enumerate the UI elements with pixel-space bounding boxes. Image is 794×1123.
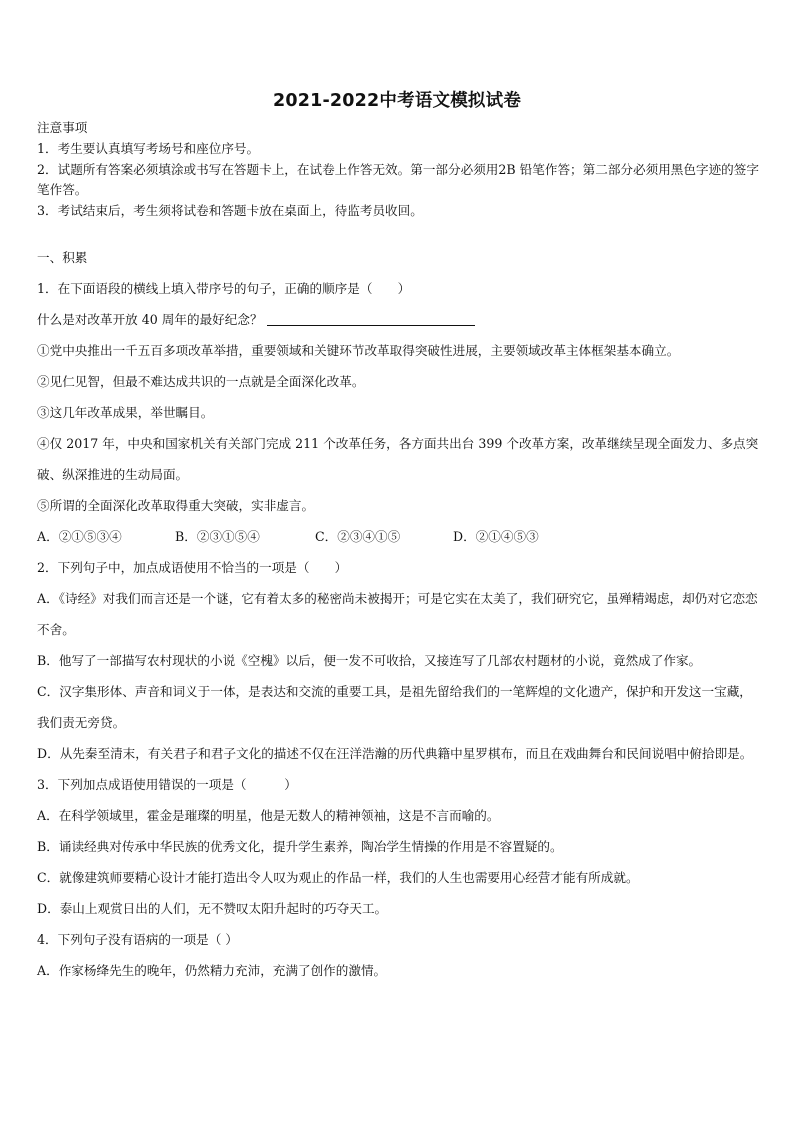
sentence-3: ③这几年改革成果，举世瞩目。 (37, 405, 214, 420)
sentence-4: ④仅 2017 年，中央和国家机关有关部门完成 211 个改革任务，各方面共出台 399 个改革方案，改革继续呈现全面发力、多点突破、纵深推进的生动局面。 (37, 436, 759, 482)
question-3-option-b: B．诵读经典对传承中华民族的优秀文化，提升学生素养，陶冶学生情操的作用是不容置疑的。 (37, 839, 563, 854)
question-2-stem: 2．下列句子中，加点成语使用不恰当的一项是（ ） (37, 560, 348, 575)
notice-block (37, 118, 761, 222)
question-4-option-a: A．作家杨绛先生的晚年，仍然精力充沛，充满了创作的激情。 (37, 963, 387, 978)
question-3-option-c: C．就像建筑师要精心设计才能打造出令人叹为观止的作品一样，我们的人生也需要用心经营才能有所成就。 (37, 870, 639, 885)
section-heading: 一、积累 (37, 250, 88, 265)
question-1-options (37, 521, 761, 552)
question-1-stem: 1．在下面语段的横线上填入带序号的句子，正确的顺序是（ ） (37, 281, 411, 296)
lead-text: 什么是对改革开放 40 周年的最好纪念？ (37, 312, 263, 327)
question-1-lead (37, 304, 761, 335)
option-a: A．②①⑤③④ (37, 529, 122, 544)
notice-item: 2．试题所有答案必须填涂或书写在答题卡上，在试卷上作答无效。第一部分必须用2B 铅笔作答；第二部分必须用黑色字迹的签字笔作答。 (37, 161, 759, 198)
sentence-1: ①党中央推出一千五百多项改革举措，重要领域和关键环节改革取得突破性进展，主要领域改革主体框架基本确立。 (37, 343, 680, 358)
question-3-stem: 3．下列加点成语使用错误的一项是（ ） (37, 777, 297, 792)
question-2-option-a: A．《诗经》对我们而言还是一个谜，它有着太多的秘密尚未被揭开；可是它实在太美了，我们研究它，虽殚精竭虑，却仍对它恋恋不舍。 (37, 591, 758, 637)
option-c: C．②③④①⑤ (315, 529, 401, 544)
notice-item: 3．考试结束后，考生须将试卷和答题卡放在桌面上，待监考员收回。 (37, 203, 423, 219)
question-4-stem: 4．下列句子没有语病的一项是（ ） (37, 932, 238, 947)
exam-title: 2021-2022中考语文模拟试卷 (272, 91, 522, 111)
questions (37, 242, 761, 986)
notice-heading: 注意事项 (37, 120, 88, 135)
notice-item: 1．考生要认真填写考场号和座位序号。 (37, 140, 260, 156)
sentence-2: ②见仁见智，但最不难达成共识的一点就是全面深化改革。 (37, 374, 365, 389)
question-2-option-c: C．汉字集形体、声音和词义于一体，是表达和交流的重要工具，是祖先留给我们的一笔辉煌的文化遗产，保护和开发这一宝藏，我们责无旁贷。 (37, 684, 752, 730)
answer-blank (267, 311, 475, 326)
option-d: D．②①④⑤③ (453, 529, 539, 544)
sentence-5: ⑤所谓的全面深化改革取得重大突破，实非虚言。 (37, 498, 315, 513)
question-3-option-d: D．泰山上观赏日出的人们，无不赞叹太阳升起时的巧夺天工。 (37, 901, 388, 916)
question-3-option-a: A．在科学领域里，霍金是璀璨的明星，他是无数人的精神领袖，这是不言而喻的。 (37, 808, 500, 823)
option-b: B．②③①⑤④ (175, 529, 260, 544)
question-2-option-d: D．从先秦至清末，有关君子和君子文化的描述不仅在汪洋浩瀚的历代典籍中星罗棋布，而且在戏曲舞台和民间说唱中俯拾即是。 (37, 746, 753, 761)
question-2-option-b: B．他写了一部描写农村现状的小说《空槐》以后，便一发不可收拾，又接连写了几部农村题材的小说，竟然成了作家。 (37, 653, 702, 668)
